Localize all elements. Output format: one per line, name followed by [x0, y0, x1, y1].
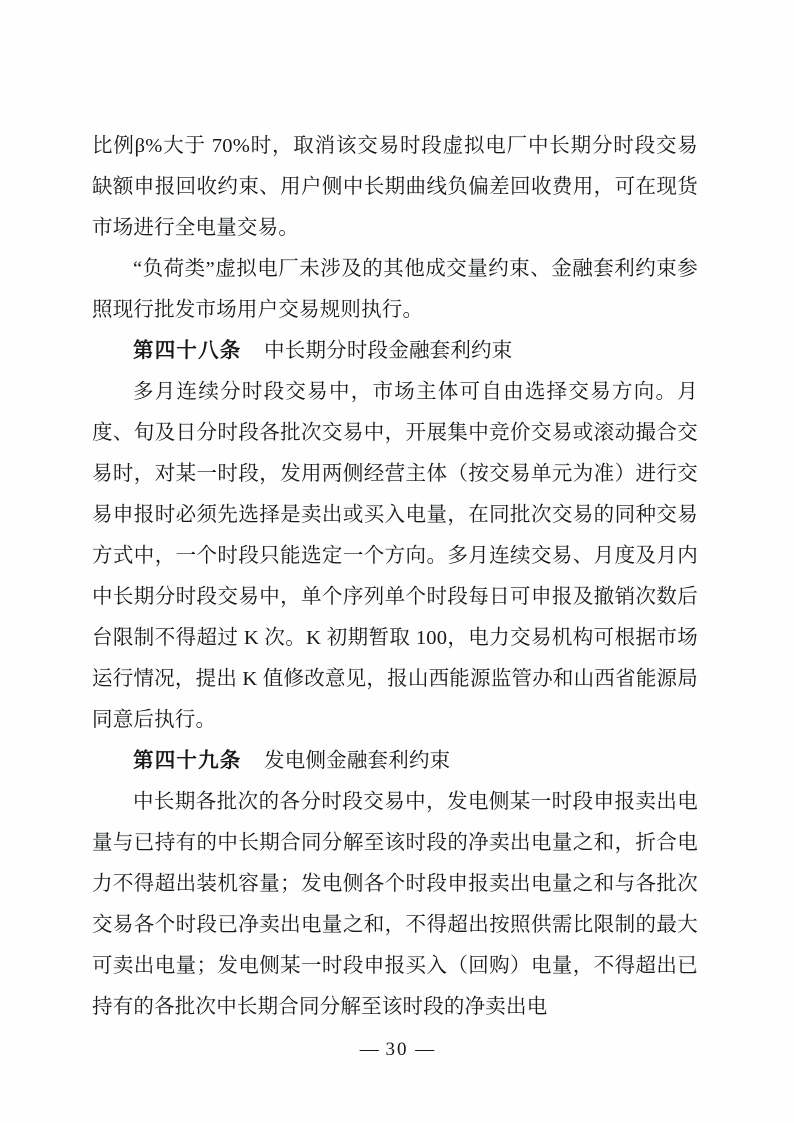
footer-dash-right: — [415, 1039, 435, 1060]
paragraph-article-48-content: 多月连续分时段交易中，市场主体可自由选择交易方向。月度、旬及日分时段各批次交易中，开展集中竞价交易或滚动撮合交易时，对某一时段，发用两侧经营主体（按交易单元为准）进行交易申报时必须先选择是卖出或买入电量，在同批次交易的同种交易方式中，一个时段只能选定一个方向。多月连续交易、月度及月内中长期分时段交易中，单个序列单个时段每日可申报及撤销次数后台限制不得超过 K 次。K 初期暂取 100，电力交易机构可根据市场运行情况，提出 K 值修改意见，报山西能源监管办和山西省能源局同意后执行。 [92, 381, 698, 731]
article-title-48: 中长期分时段金融套利约束 [264, 340, 513, 362]
paragraph-continuation: 比例β%大于 70%时，取消该交易时段虚拟电厂中长期分时段交易缺额申报回收约束、用户侧中长期曲线负偏差回收费用，可在现货市场进行全电量交易。 [92, 135, 698, 239]
article-title-49: 发电侧金融套利约束 [264, 750, 451, 772]
document-body [92, 126, 698, 1028]
article-number-49: 第四十九条 [133, 750, 242, 772]
page-number: 30 [385, 1039, 409, 1060]
page-footer [0, 1039, 794, 1061]
article-heading-48 [92, 331, 698, 372]
article-number-48: 第四十八条 [133, 340, 242, 362]
footer-dash-left: — [359, 1039, 379, 1060]
paragraph-article-49-content: 中长期各批次的各分时段交易中，发电侧某一时段申报卖出电量与已持有的中长期合同分解至该时段的净卖出电量之和，折合电力不得超出装机容量；发电侧各个时段申报卖出电量之和与各批次交易各个时段已净卖出电量之和，不得超出按照供需比限制的最大可卖出电量；发电侧某一时段申报买入（回购）电量，不得超出已持有的各批次中长期合同分解至该时段的净卖出电 [92, 791, 698, 1018]
paragraph-virtual-power-plant-constraints: “负荷类”虚拟电厂未涉及的其他成交量约束、金融套利约束参照现行批发市场用户交易规则执行。 [92, 258, 698, 321]
article-heading-49 [92, 741, 698, 782]
